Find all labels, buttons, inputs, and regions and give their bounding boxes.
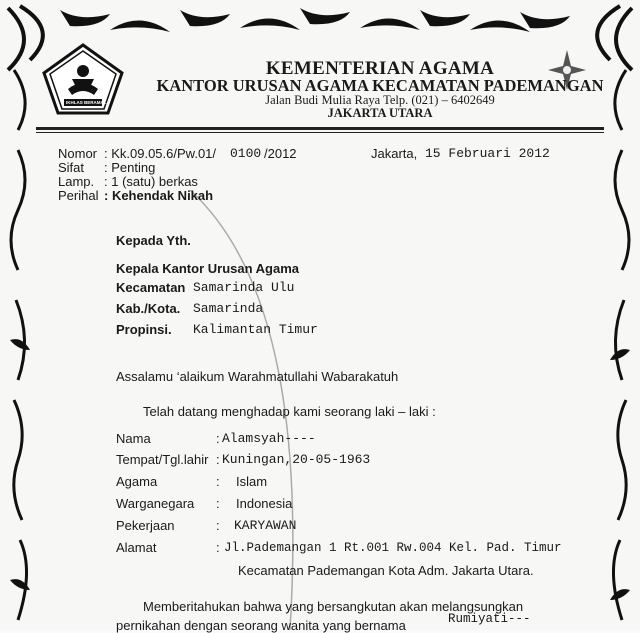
field-sep: :: [216, 474, 220, 489]
logo-motto: IKHLAS BERAMAL: [66, 100, 107, 105]
perihal-value: : Kehendak Nikah: [104, 188, 214, 203]
sifat-value: : Penting: [104, 160, 156, 175]
lamp-label: Lamp.: [58, 174, 95, 189]
kecamatan-label: Kecamatan: [116, 280, 186, 295]
sifat-label: Sifat: [58, 160, 85, 175]
field-value-alamat: Jl.Pademangan 1 Rt.001 Rw.004 Kel. Pad. Timur: [224, 541, 562, 555]
perihal-label: Perihal: [58, 188, 99, 203]
field-value-warganegara: Indonesia: [236, 496, 293, 511]
office-city: JAKARTA UTARA: [327, 106, 433, 120]
field-label: Alamat: [116, 540, 157, 555]
field-label: Pekerjaan: [116, 518, 175, 533]
header-rule-thin: [36, 132, 604, 133]
nomor-value: : Kk.09.05.6/Pw.01/: [104, 146, 217, 161]
header-rule-thick: [36, 127, 604, 130]
kecamatan-value: Samarinda Ulu: [193, 280, 295, 295]
field-value-agama: Islam: [236, 474, 268, 489]
office-address: Jalan Budi Mulia Raya Telp. (021) – 6402649: [265, 93, 495, 107]
ornament-border-left: [6, 140, 36, 630]
date-value: 15 Februari 2012: [425, 146, 550, 161]
lamp-value: : 1 (satu) berkas: [104, 174, 198, 189]
salam: Assalamu ‘alaikum Warahmatullahi Wabarakatuh: [116, 369, 399, 384]
field-sep: :: [216, 496, 220, 511]
ministry-title: KEMENTERIAN AGAMA: [265, 58, 495, 79]
field-label: Agama: [116, 474, 158, 489]
intro-text: Telah datang menghadap kami seorang laki – laki :: [143, 404, 436, 419]
para1-line1: Memberitahukan bahwa yang bersangkutan akan melangsungkan: [143, 599, 524, 614]
kab-label: Kab./Kota.: [116, 301, 181, 316]
para1-line2: pernikahan dengan seorang wanita yang bernama: [116, 618, 406, 633]
kab-value: Samarinda: [193, 301, 264, 316]
nomor-label: Nomor: [58, 146, 98, 161]
field-value-ttl: Kuningan,20-05-1963: [222, 452, 371, 467]
field-label: Warganegara: [116, 496, 195, 511]
field-sep: :: [216, 452, 220, 467]
office-title: KANTOR URUSAN AGAMA KECAMATAN PADEMANGAN: [156, 76, 604, 95]
bride-name: Rumiyati---: [448, 612, 531, 626]
recipient-line1: Kepala Kantor Urusan Agama: [116, 261, 300, 276]
field-value-nama: Alamsyah----: [222, 431, 316, 446]
kementerian-agama-emblem-icon: [42, 43, 124, 115]
field-sep: :: [216, 518, 220, 533]
field-label: Tempat/Tgl.lahir: [116, 452, 209, 467]
field-sep: :: [216, 540, 220, 555]
alamat-line2: Kecamatan Pademangan Kota Adm. Jakarta Utara.: [238, 563, 534, 578]
date-place: Jakarta,: [371, 146, 418, 161]
propinsi-label: Propinsi.: [116, 322, 172, 337]
propinsi-value: Kalimantan Timur: [193, 322, 318, 337]
field-value-pekerjaan: KARYAWAN: [234, 518, 297, 533]
nomor-year: /2012: [264, 146, 297, 161]
field-sep: :: [216, 431, 220, 446]
nomor-number: 0100: [230, 146, 262, 161]
kepada-yth: Kepada Yth.: [116, 233, 191, 248]
field-label: Nama: [116, 431, 151, 446]
ornament-border-right: [604, 140, 634, 630]
